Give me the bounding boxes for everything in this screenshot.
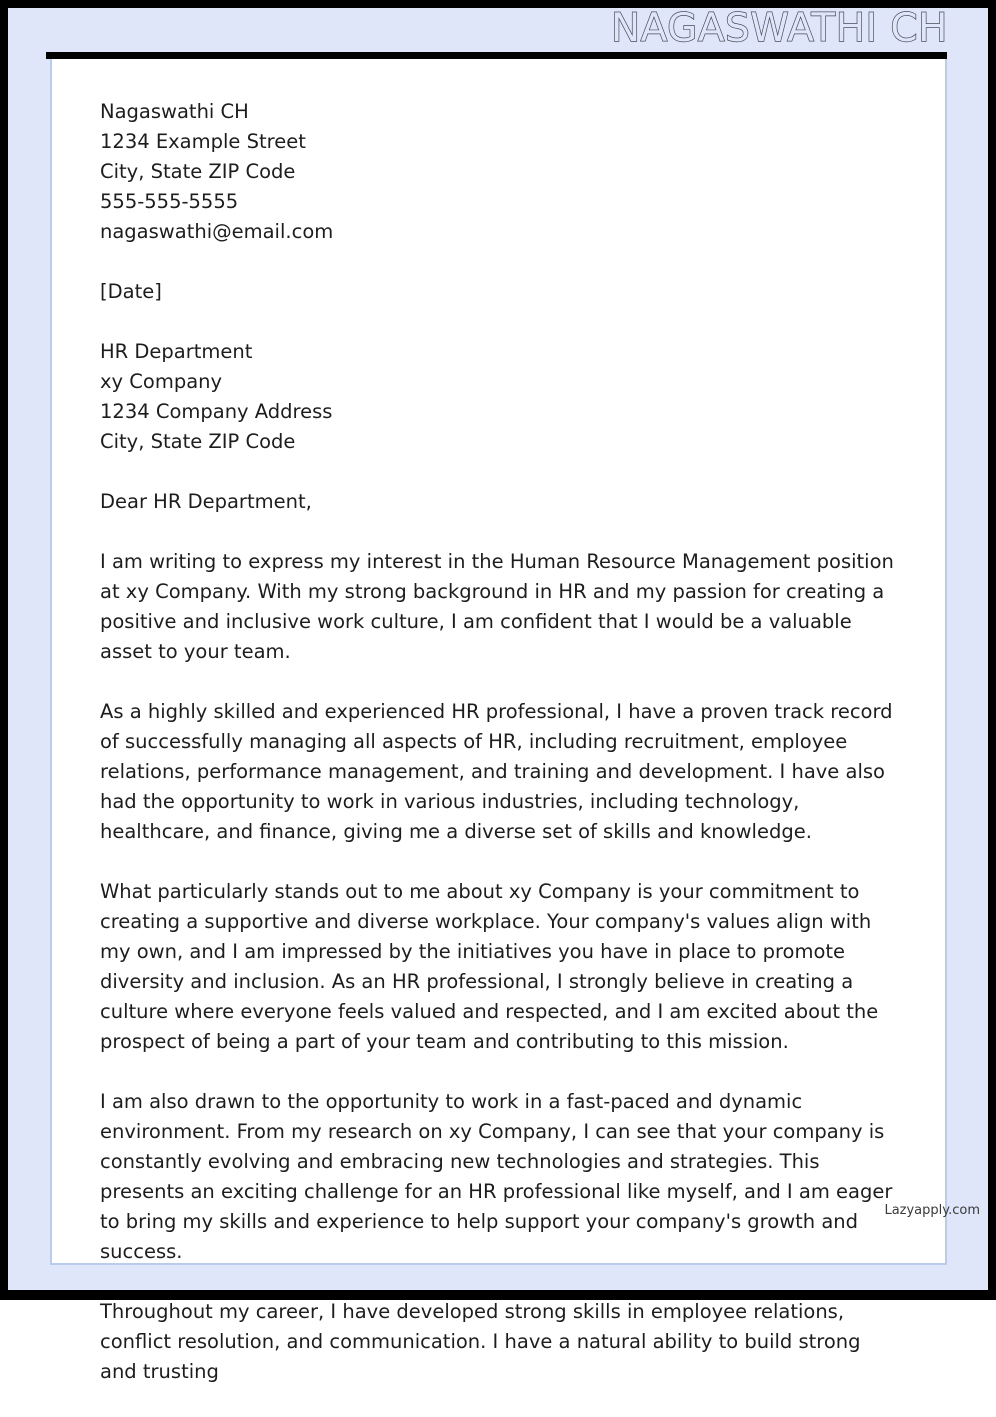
- sender-street: 1234 Example Street: [100, 130, 306, 153]
- date-block: [100, 277, 897, 307]
- salutation: Dear HR Department,: [100, 490, 312, 513]
- body-paragraph-4: I am also drawn to the opportunity to work in a fast-paced and dynamic environment. From my research on xy Company, I can see that your company is constantly evolving and embracing new technologies and strategies. This presents an exciting challenge for an HR professional like myself, and I am eager to bring my skills and experience to help support your company's growth and success.: [100, 1090, 893, 1263]
- sender-address-block: [100, 97, 897, 247]
- recipient-address-block: [100, 337, 897, 457]
- sender-city-state-zip: City, State ZIP Code: [100, 160, 296, 183]
- recipient-company: xy Company: [100, 370, 223, 393]
- sender-email: nagaswathi@email.com: [100, 220, 334, 243]
- recipient-address: 1234 Company Address: [100, 400, 333, 423]
- lazyapply-watermark: Lazyapply.com: [884, 1203, 980, 1218]
- body-paragraph-2: As a highly skilled and experienced HR professional, I have a proven track record of successfully managing all aspects of HR, including recruitment, employee relations, performance management, and training and development. I have also had the opportunity to work in various industries, including technology, healthcare, and finance, giving me a diverse set of skills and knowledge.: [100, 700, 893, 843]
- recipient-department: HR Department: [100, 340, 253, 363]
- recipient-city-state-zip: City, State ZIP Code: [100, 430, 296, 453]
- cover-letter-body: [50, 59, 947, 1417]
- header-divider-rule: [46, 52, 947, 59]
- body-paragraph-1: I am writing to express my interest in the Human Resource Management position at xy Company. With my strong background in HR and my passion for creating a positive and inclusive work culture, I am confident that I would be a valuable asset to your team.: [100, 550, 894, 663]
- body-paragraph-5: Throughout my career, I have developed strong skills in employee relations, conflict resolution, and communication. I have a natural ability to build strong and trusting: [100, 1300, 861, 1383]
- letter-date: [Date]: [100, 280, 162, 303]
- document-header: [8, 8, 988, 52]
- salutation-block: [100, 487, 897, 517]
- body-paragraph-3: What particularly stands out to me about xy Company is your commitment to creating a supportive and diverse workplace. Your company's values align with my own, and I am impressed by the initiatives you have in place to promote diversity and inclusion. As an HR professional, I strongly believe in creating a culture where everyone feels valued and respected, and I am excited about the prospect of being a part of your team and contributing to this mission.: [100, 880, 879, 1053]
- sender-phone: 555-555-5555: [100, 190, 239, 213]
- page-title: NAGASWATHI CH: [610, 6, 948, 51]
- sender-name: Nagaswathi CH: [100, 100, 249, 123]
